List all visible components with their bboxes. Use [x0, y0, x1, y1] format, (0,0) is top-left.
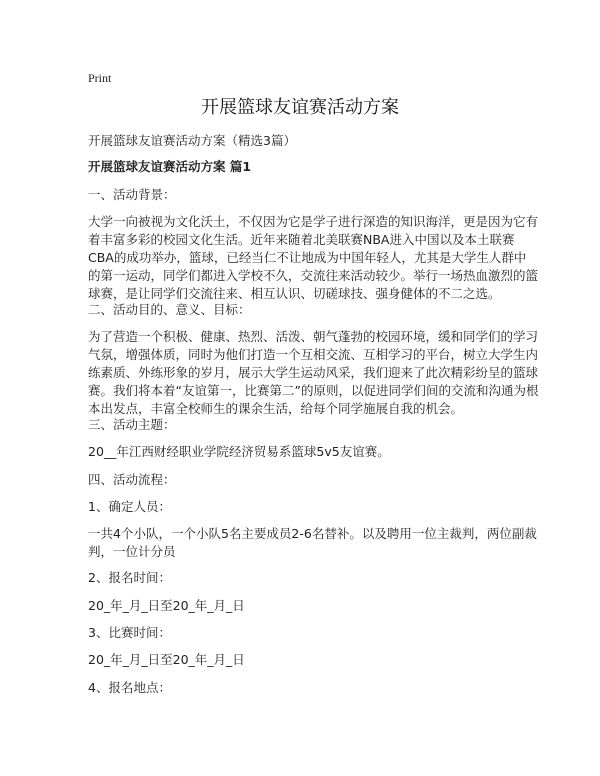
heading-process: 四、活动流程：	[88, 472, 176, 487]
heading-purpose: 二、活动目的、意义、目标：	[88, 302, 251, 317]
text-line: 为了营造一个积极、健康、热烈、活泼、朝气蓬勃的校园环境，缓和同学们的学习	[88, 329, 539, 344]
text-line: CBA的成功举办，篮球，已经当仁不让地成为中国年轻人，尤其是大学生人群中	[88, 250, 527, 265]
print-link[interactable]: Print	[88, 71, 112, 85]
text-line: 球赛，是让同学们交流往来、相互认识、切磋球技、强身健体的不二之选。	[88, 286, 501, 301]
paragraph-purpose	[88, 328, 538, 418]
paragraph-background	[88, 213, 538, 303]
section-heading: 开展篮球友谊赛活动方案 篇1	[88, 159, 252, 174]
heading-background: 一、活动背景：	[88, 187, 176, 202]
match-dates: 20_年_月_日至20_年_月_日	[88, 652, 245, 667]
text-line: 着丰富多彩的校园文化生活。近年来随着北美联赛NBA进入中国以及本土联赛	[88, 232, 515, 247]
text-line: 本出发点，丰富全校师生的课余生活，给每个同学施展自我的机会。	[88, 401, 464, 416]
text-line: 气氛，增强体质，同时为他们打造一个互相交流、互相学习的平台，树立大学生内	[88, 347, 539, 362]
text-line: 一共4个小队，一个小队5名主要成员2-6名替补。以及聘用一位主裁判，两位副裁	[88, 526, 537, 541]
heading-theme: 三、活动主题：	[88, 417, 176, 432]
subheading-match-time: 3、比赛时间：	[88, 625, 171, 640]
subheading-personnel: 1、确定人员：	[88, 499, 171, 514]
subtitle: 开展篮球友谊赛活动方案（精选3篇）	[88, 133, 296, 148]
registration-dates: 20_年_月_日至20_年_月_日	[88, 598, 245, 613]
paragraph-personnel	[88, 525, 537, 561]
text-line: 大学一向被视为文化沃土，不仅因为它是学子进行深造的知识海洋，更是因为它有	[88, 214, 539, 229]
text-line: 的第一运动，同学们都进入学校不久，交流往来活动较少。举行一场热血激烈的篮	[88, 268, 539, 283]
page-title: 开展篮球友谊赛活动方案	[201, 97, 399, 118]
text-line: 练素质、外练形象的岁月，展示大学生运动风采，我们迎来了此次精彩纷呈的篮球	[88, 365, 539, 380]
subheading-registration-time: 2、报名时间：	[88, 570, 171, 585]
text-line: 判，一位计分员	[88, 544, 176, 559]
subheading-registration-location: 4、报名地点：	[88, 680, 171, 695]
paragraph-theme: 20__年江西财经职业学院经济贸易系篮球5v5友谊赛。	[88, 444, 390, 459]
text-line: 赛。我们将本着“友谊第一，比赛第二”的原则，以促进同学们间的交流和沟通为根	[88, 383, 539, 398]
